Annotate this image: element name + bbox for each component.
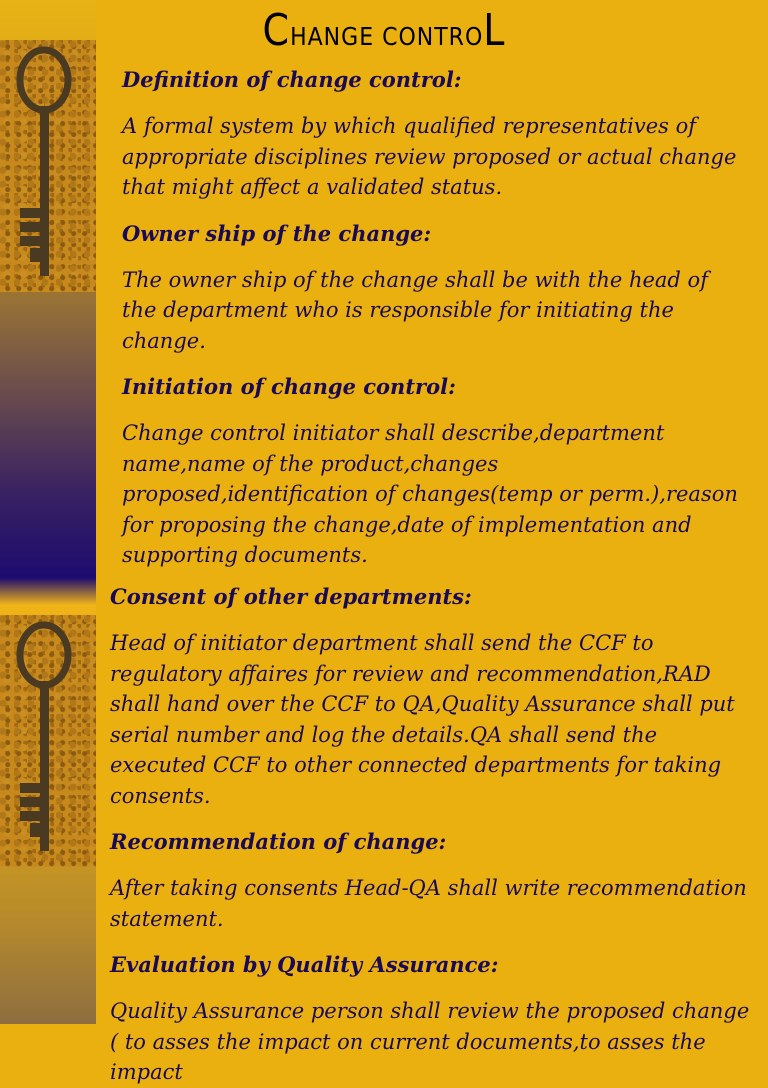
key-icon [0, 40, 96, 292]
section-body: Head of initiator department shall send the CCF to regulatory affaires for review and recommendation,RAD shall hand over the CCF to QA,Quality Assurance shall put serial number and log the details.QA shall send the executed CCF to other connected departments for taking consents. [110, 631, 735, 808]
section-body: After taking consents Head-QA shall write recommendation statement. [110, 876, 747, 931]
section-heading: Consent of other departments: [110, 584, 472, 609]
slide-2 [0, 578, 768, 1084]
sand-panel [0, 615, 96, 867]
slide-2-content [110, 583, 760, 1088]
section-body: A formal system by which qualified representatives of appropriate disciplines review proposed or actual change that might affect a validated status. [122, 114, 737, 199]
section-heading: Definition of change control: [122, 67, 462, 92]
section-heading: Evaluation by Quality Assurance: [110, 952, 499, 977]
section-heading: Initiation of change control: [122, 374, 456, 399]
slide-1-content [122, 66, 742, 571]
section-body: Quality Assurance person shall review the proposed change ( to asses the impact on current documents,to asses the impact [110, 999, 750, 1084]
key-icon [0, 615, 96, 867]
page-title: CHANGE CONTROL [262, 4, 506, 56]
sand-panel [0, 40, 96, 292]
section-body: Change control initiator shall describe,department name,name of the product,changes proposed,identification of changes(temp or perm.),reason for proposing the change,date of implementation and supporting documents. [122, 421, 738, 567]
section-heading: Recommendation of change: [110, 829, 447, 854]
section-heading: Owner ship of the change: [122, 220, 432, 246]
section-body: The owner ship of the change shall be with the head of the department who is responsible for initiating the change. [122, 267, 708, 353]
